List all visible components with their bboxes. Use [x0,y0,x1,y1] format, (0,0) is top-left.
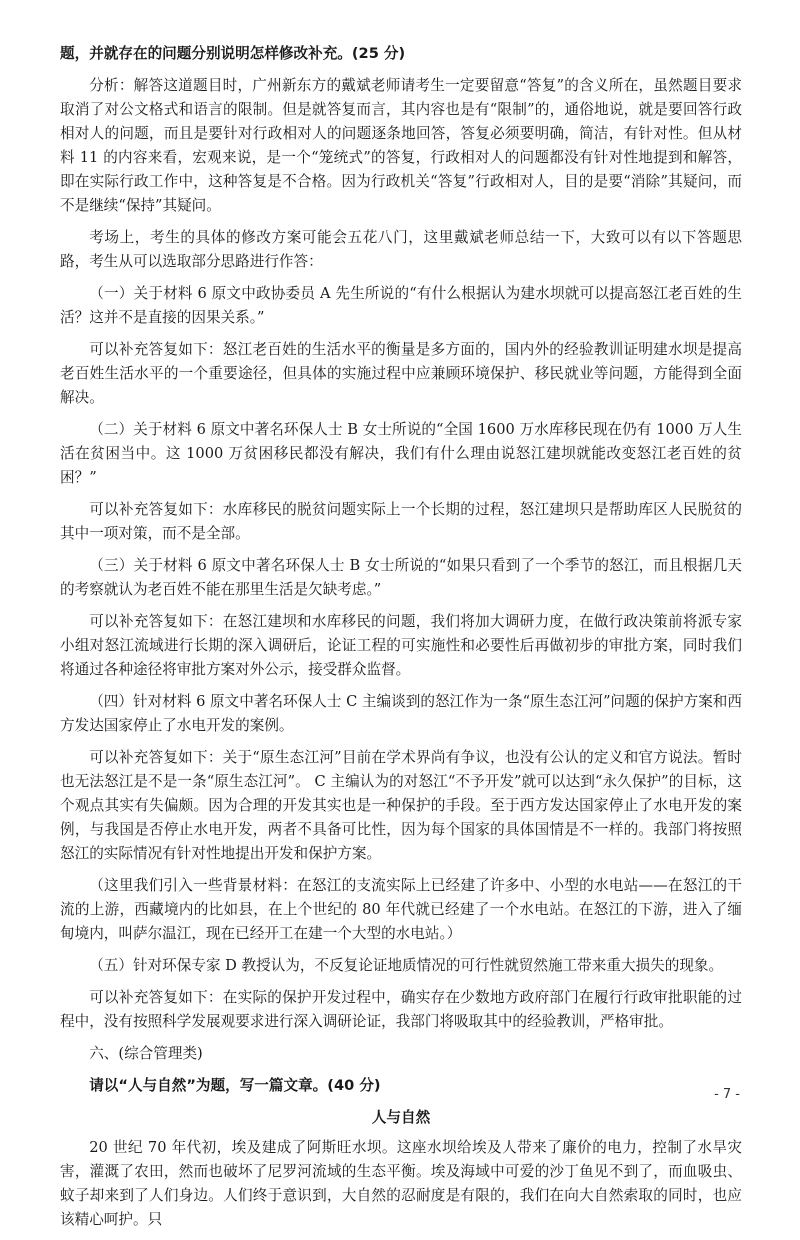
point-one-question: （一）关于材料 6 原文中政协委员 A 先生所说的“有什么根据认为建水坝就可以提高怒江老百姓的生活？这并不是直接的因果关系。” [60,285,742,326]
analysis-paragraph: 分析：解答这道题目时，广州新东方的戴斌老师请考生一定要留意“答复”的含义所在，虽然题目要求取消了对公文格式和语言的限制。但是就答复而言，其内容也是有“限制”的，通俗地说，就是要回答行政相对人的问题，而且是要针对行政相对人的问题逐条地回答，答复必须要明确，简洁，有针对性。但从材料 11 的内容来看，宏观来说，是一个“笼统式”的答复，行政相对人的问题都没有针对性地提到和解答，即在实际行政工作中，这种答复是不合格。因为行政机关“答复”行政相对人，目的是要“消除”其疑问，而不是继续“保持”其疑问。 [60,77,742,214]
point-one-answer: 可以补充答复如下：怒江老百姓的生活水平的衡量是多方面的，国内外的经验教训证明建水坝是提高老百姓生活水平的一个重要途径，但具体的实施过程中应兼顾环境保护、移民就业等问题，方能得到全面解决。 [60,341,742,406]
point-two-question: （二）关于材料 6 原文中著名环保人士 B 女士所说的“全国 1600 万水库移民现在仍有 1000 万人生活在贫困当中。这 1000 万贫困移民都没有解决，我们有什么理由说怒江建坝就能改变怒江老百姓的贫困？” [60,421,742,486]
point-three-question: （三）关于材料 6 原文中著名环保人士 B 女士所说的“如果只看到了一个季节的怒江，而且根据几天的考察就认为老百姓不能在那里生活是欠缺考虑。” [60,557,742,598]
point-four-answer: 可以补充答复如下：关于“原生态江河”目前在学术界尚有争议，也没有公认的定义和官方说法。暂时也无法怒江是不是一条“原生态江河”。 C 主编认为的对怒江“不予开发”就可以达到“永久保护”的目标，这个观点其实有失偏颇。因为合理的开发其实也是一种保护的手段。至于西方发达国家停止了水电开发的案例，与我国是否停止水电开发，两者不具备可比性，因为每个国家的具体国情是不一样的。我部门将按照怒江的实际情况有针对性地提出开发和保护方案。 [60,749,742,862]
essay-title: 人与自然 [371,1109,431,1126]
document-body [60,42,742,1240]
essay-paragraph: 20 世纪 70 年代初，埃及建成了阿斯旺水坝。这座水坝给埃及人带来了廉价的电力，控制了水旱灾害，灌溉了农田，然而也破坏了尼罗河流域的生态平衡。埃及海域中可爱的沙丁鱼见不到了，而血吸虫、蚊子却来到了人们身边。人们终于意识到，大自然的忍耐度是有限的，我们在向大自然索取的同时，也应该精心呵护。只 [60,1139,742,1228]
point-five-answer: 可以补充答复如下：在实际的保护开发过程中，确实存在少数地方政府部门在履行行政审批职能的过程中，没有按照科学发展观要求进行深入调研论证，我部门将吸取其中的经验教训，严格审批。 [60,989,742,1030]
background-note: （这里我们引入一些背景材料：在怒江的支流实际上已经建了许多中、小型的水电站——在怒江的干流的上游，西藏境内的比如县，在上个世纪的 80 年代就已经建了一个水电站。在怒江的下游，进入了缅甸境内，叫萨尔温江，现在已经开工在建一个大型的水电站。） [60,877,742,942]
point-four-question: （四）针对材料 6 原文中著名环保人士 C 主编谈到的怒江作为一条“原生态江河”问题的保护方案和西方发达国家停止了水电开发的案例。 [60,693,742,734]
point-two-answer: 可以补充答复如下：水库移民的脱贫问题实际上一个长期的过程，怒江建坝只是帮助库区人民脱贫的其中一项对策，而不是全部。 [60,501,742,542]
point-three-answer: 可以补充答复如下：在怒江建坝和水库移民的问题，我们将加大调研力度，在做行政决策前将派专家小组对怒江流域进行长期的深入调研后，论证工程的可实施性和必要性后再做初步的审批方案，同时我们将通过各种途径将审批方案对外公示，接受群众监督。 [60,613,742,678]
exam-tips-paragraph: 考场上，考生的具体的修改方案可能会五花八门，这里戴斌老师总结一下，大致可以有以下答题思路，考生从可以选取部分思路进行作答： [60,229,742,270]
question-tail: 题，并就存在的问题分别说明怎样修改补充。(25 分) [60,45,406,62]
point-five-question: （五）针对环保专家 D 教授认为，不反复论证地质情况的可行性就贸然施工带来重大损失的现象。 [89,957,724,974]
essay-prompt: 请以“人与自然”为题，写一篇文章。(40 分) [89,1077,381,1094]
section-six-heading: 六、(综合管理类) [89,1045,203,1062]
page-number: - 7 - [714,1087,740,1102]
